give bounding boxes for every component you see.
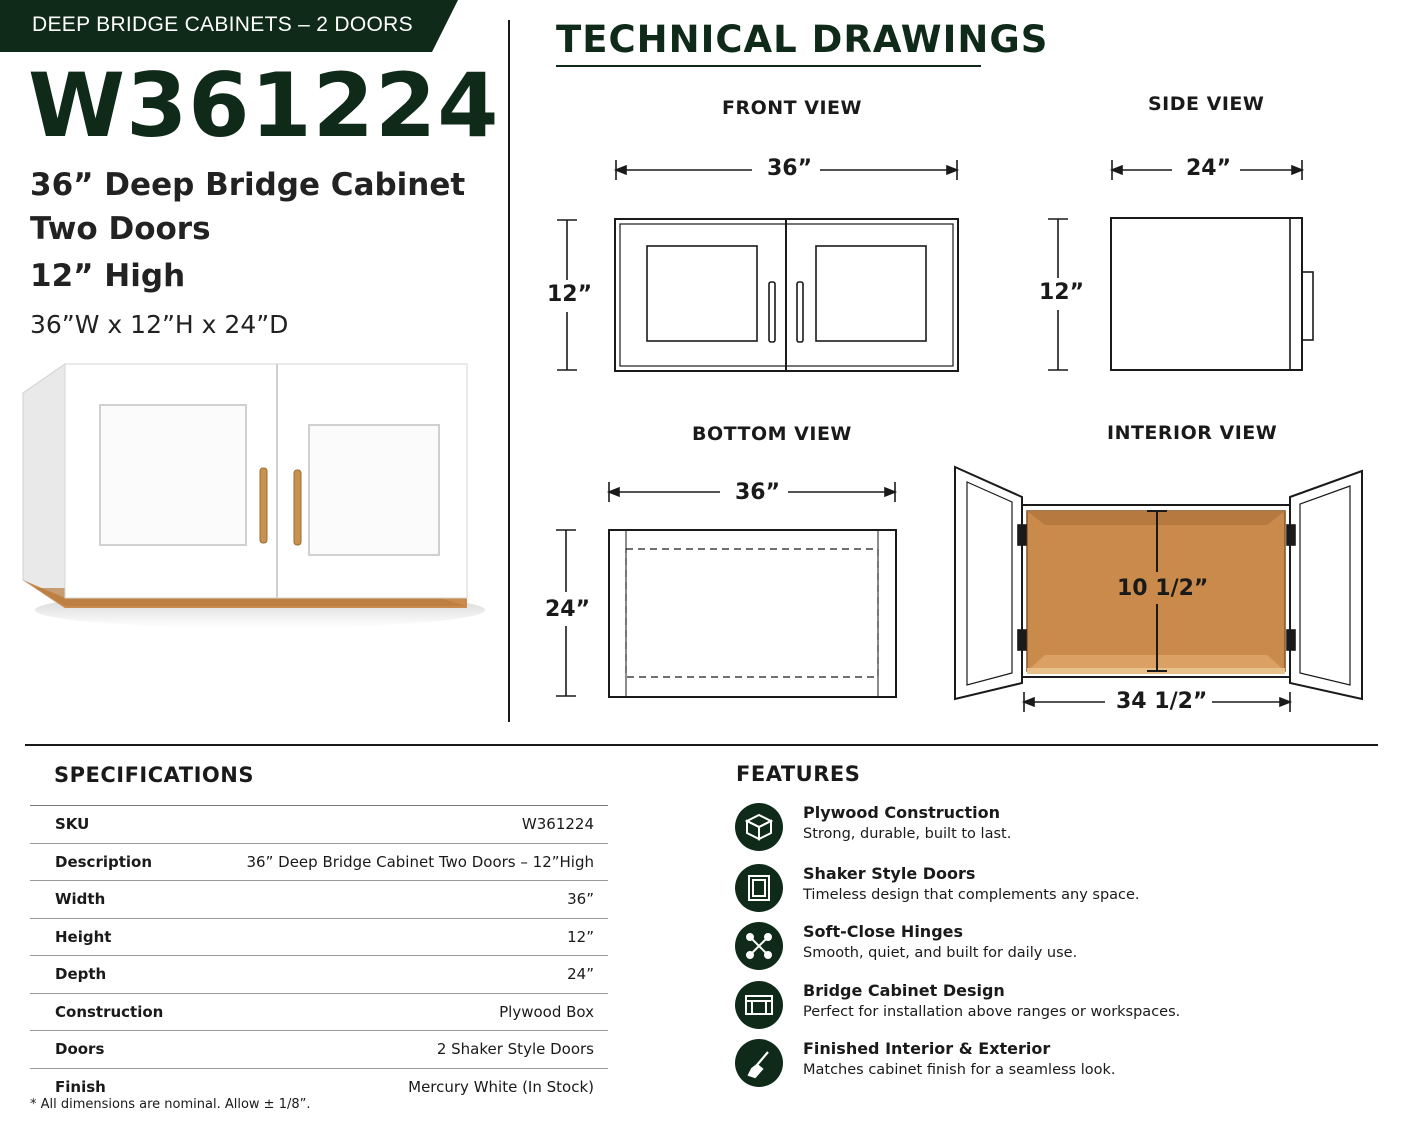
side-depth-dim: 24” [1186,156,1232,181]
feature-item-plywood [735,803,1355,855]
feature-desc: Strong, durable, built to last. [803,826,1012,842]
features-title: FEATURES [736,762,861,786]
spec-label: Description [55,852,153,871]
product-dimensions: 36”W x 12”H x 24”D [30,310,289,339]
feature-name: Finished Interior & Exterior [803,1039,1051,1058]
side-view-label: SIDE VIEW [1148,93,1265,115]
bottom-width-dim: 36” [735,480,781,505]
spec-label: Width [55,890,106,908]
spec-value: 24” [567,965,594,983]
feature-item-bridge-design [735,981,1355,1033]
side-view-drawing [1048,160,1313,370]
spec-value: 36” Deep Bridge Cabinet Two Doors – 12”High [246,852,594,871]
spec-row-sku [30,805,608,843]
feature-name: Shaker Style Doors [803,864,976,883]
spec-row-construction [30,993,608,1031]
product-subtitle-line-1: 36” Deep Bridge Cabinet [30,167,466,203]
technical-drawings-title: TECHNICAL DRAWINGS [556,18,1049,61]
feature-name: Plywood Construction [803,803,1001,822]
spec-label: SKU [55,815,90,833]
spec-label: Depth [55,965,107,983]
spec-label: Height [55,927,112,946]
spec-value: 36” [567,890,594,908]
front-width-dim: 36” [767,156,813,181]
paint-brush-icon [735,1039,783,1087]
spec-label: Finish [55,1077,106,1096]
side-height-dim: 12” [1039,280,1085,305]
product-subtitle-line-3: 12” High [30,258,186,294]
spec-value: Mercury White (In Stock) [408,1077,594,1096]
spec-row-height [30,918,608,956]
front-height-dim: 12” [547,282,593,307]
spec-value: 2 Shaker Style Doors [436,1040,594,1058]
spec-row-description [30,843,608,881]
plywood-box-icon [735,803,783,851]
spec-row-width [30,880,608,918]
feature-name: Soft-Close Hinges [803,922,964,941]
product-sku-title: W361224 [28,54,500,157]
feature-item-finished-interior [735,1039,1355,1091]
spec-label: Construction [55,1002,164,1021]
spec-value: W361224 [521,815,594,833]
feature-desc: Matches cabinet finish for a seamless look. [803,1062,1116,1078]
specifications-title: SPECIFICATIONS [54,763,254,787]
interior-height-dim: 10 1/2” [1117,576,1209,601]
feature-desc: Smooth, quiet, and built for daily use. [803,945,1078,961]
feature-desc: Perfect for installation above ranges or workspaces. [803,1004,1181,1020]
horizontal-divider [25,744,1378,746]
specifications-table [30,805,608,1105]
feature-item-soft-close [735,922,1355,974]
feature-desc: Timeless design that complements any space. [803,887,1140,903]
spec-row-depth [30,955,608,993]
spec-label: Doors [55,1040,105,1058]
spec-row-doors [30,1030,608,1068]
feature-item-shaker-doors [735,864,1355,916]
hinge-icon [735,922,783,970]
front-view-label: FRONT VIEW [722,97,862,119]
front-view-drawing [557,160,958,371]
dimensions-note: * All dimensions are nominal. Allow ± 1/8”. [30,1097,311,1112]
feature-name: Bridge Cabinet Design [803,981,1005,1000]
bottom-view-drawing [556,482,896,697]
spec-value: 12” [567,927,594,946]
bottom-view-label: BOTTOM VIEW [692,423,852,445]
bottom-depth-dim: 24” [545,597,591,622]
banner-text: DEEP BRIDGE CABINETS – 2 DOORS [32,13,413,36]
bridge-cabinet-icon [735,981,783,1029]
spec-value: Plywood Box [499,1002,594,1021]
product-subtitle-line-2: Two Doors [30,211,211,247]
interior-view-label: INTERIOR VIEW [1107,422,1278,444]
interior-width-dim: 34 1/2” [1116,689,1208,714]
door-panel-icon [735,864,783,912]
